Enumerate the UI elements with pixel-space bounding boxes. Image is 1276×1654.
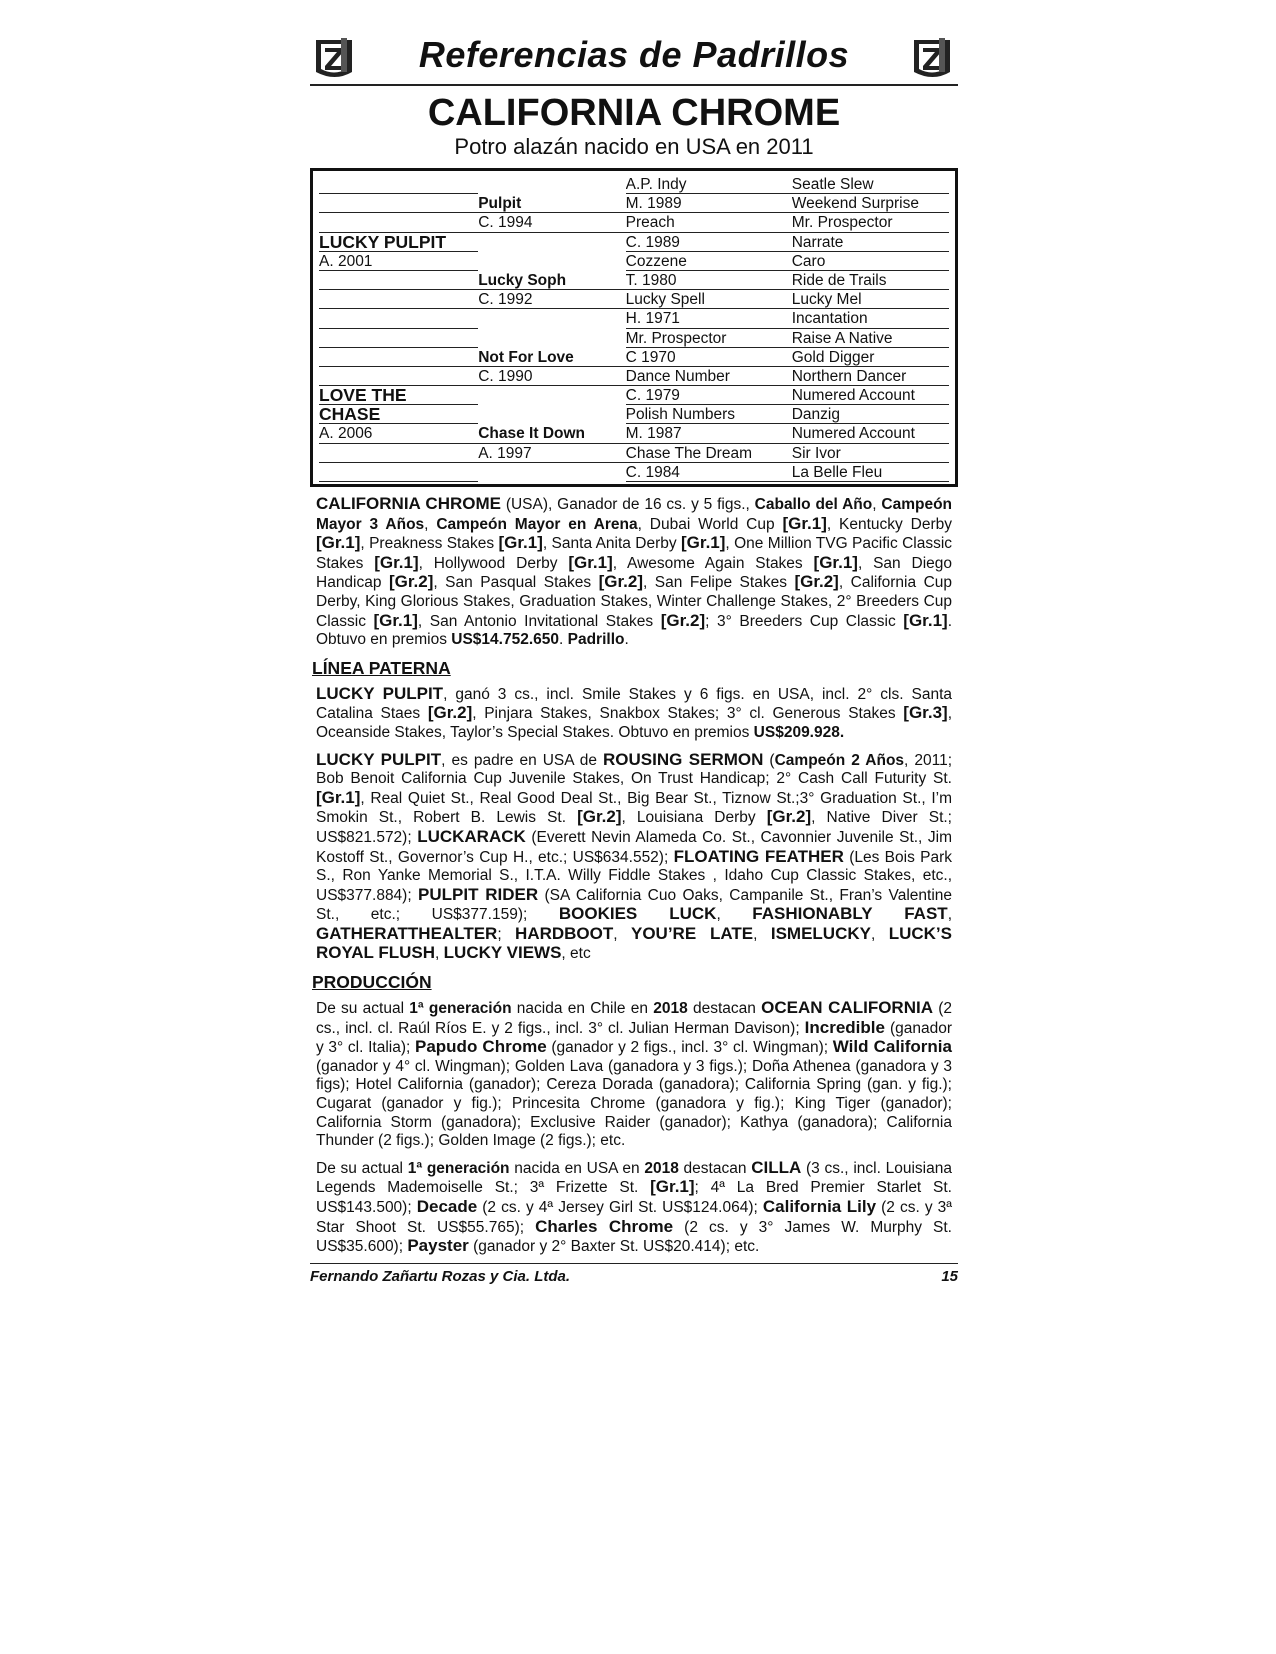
pedigree-row [319, 386, 949, 405]
pedigree-row [319, 309, 949, 328]
pedigree-cell: Seatle Slew [792, 175, 949, 194]
pedigree-cell: Pulpit [478, 194, 625, 213]
pedigree-cell: Lucky Soph [478, 271, 625, 290]
pedigree-cell: Chase The Dream [626, 444, 792, 463]
pedigree-cell: Caro [792, 252, 949, 271]
pedigree-cell: Mr. Prospector [626, 329, 792, 348]
pedigree-row [319, 367, 949, 386]
pedigree-row [319, 444, 949, 463]
pedigree-row [319, 348, 949, 367]
pedigree-cell [319, 175, 478, 194]
pedigree-cell [319, 194, 478, 213]
pedigree-cell: Not For Love [478, 348, 625, 367]
horse-name: CALIFORNIA CHROME [427, 92, 841, 134]
pedigree-cell: Narrate [792, 233, 949, 252]
pedigree-cell [319, 290, 478, 309]
pedigree-cell: Dance Number [626, 367, 792, 386]
pedigree-cell: C. 1984 [626, 463, 792, 482]
pedigree-cell: LUCKY PULPIT [319, 233, 478, 252]
pedigree-cell: M. 1989 [626, 194, 792, 213]
linea-paragraph-1: LUCKY PULPIT, ganó 3 cs., incl. Smile Stakes y 6 figs. en USA, incl. 2° cls. Santa Catalina Staes [Gr.2], Pinjara Stakes, Snakbox Stakes; 3° cl. Generous Stakes [Gr.3], Oceanside Stakes, Taylor’s Special Stakes. Obtuvo en premios US$209.928. [316, 683, 952, 741]
pedigree-cell [478, 405, 625, 424]
pedigree-cell [478, 463, 625, 482]
pedigree-cell: Numered Account [792, 386, 949, 405]
pedigree-cell: C. 1979 [626, 386, 792, 405]
pedigree-cell: Chase It Down [478, 424, 625, 443]
pedigree-cell: Danzig [792, 405, 949, 424]
pedigree-row [319, 424, 949, 443]
pedigree-cell [478, 309, 625, 328]
pedigree-cell: Lucky Spell [626, 290, 792, 309]
pedigree-cell: Northern Dancer [792, 367, 949, 386]
pedigree-cell: Preach [626, 213, 792, 232]
pedigree-cell: C. 1994 [478, 213, 625, 232]
pedigree-cell: Ride de Trails [792, 271, 949, 290]
pedigree-row [319, 175, 949, 194]
pedigree-cell [319, 367, 478, 386]
produccion-paragraph-usa: De su actual 1ª generación nacida en USA en 2018 destacan CILLA (3 cs., incl. Louisiana Legends Mademoiselle St.; 3ª Frizette St. [Gr.1]; 4ª La Bred Premier Starlet St. US$143.500); Decade (2 cs. y 4ª Jersey Girl St. US$124.064); California Lily (2 cs. y 3ª Star Shoot St. US$55.765); Charles Chrome (2 cs. y 3° James W. Murphy St. US$35.600); Payster (ganador y 2° Baxter St. US$20.414); etc. [316, 1157, 952, 1256]
pedigree-cell [478, 233, 625, 252]
logo-icon [910, 34, 956, 82]
pedigree-cell: Cozzene [626, 252, 792, 271]
pedigree-row [319, 213, 949, 232]
section-heading-produccion: PRODUCCIÓN [312, 972, 432, 993]
pedigree-cell: Gold Digger [792, 348, 949, 367]
pedigree-cell [319, 348, 478, 367]
footer-publisher: Fernando Zañartu Rozas y Cia. Ltda. [310, 1267, 571, 1285]
pedigree-cell: Numered Account [792, 424, 949, 443]
pedigree-cell [319, 329, 478, 348]
pedigree-cell [478, 175, 625, 194]
pedigree-cell: A. 2001 [319, 252, 478, 271]
pedigree-cell: M. 1987 [626, 424, 792, 443]
pedigree-row [319, 290, 949, 309]
pedigree-row [319, 194, 949, 213]
page [310, 30, 958, 1285]
pedigree-row [319, 405, 949, 424]
pedigree-cell: A.P. Indy [626, 175, 792, 194]
pedigree-cell: Polish Numbers [626, 405, 792, 424]
pedigree-cell: Weekend Surprise [792, 194, 949, 213]
horse-subtitle: Potro alazán nacido en USA en 2011 [454, 134, 814, 159]
pedigree-row [319, 271, 949, 290]
pedigree-cell: H. 1971 [626, 309, 792, 328]
linea-paragraph-2: LUCKY PULPIT, es padre en USA de ROUSING SERMON (Campeón 2 Años, 2011; Bob Benoit California Cup Juvenile Stakes, On Trust Handicap; 2° Cash Call Futurity St. [Gr.1], Real Quiet St., Real Good Deal St., Big Bear St., Tiznow St.;3° Graduation St., I’m Smokin St., Robert B. Lewis St. [Gr.2], Louisiana Derby [Gr.2], Native Diver St.; US$821.572); LUCKARACK (Everett Nevin Alameda Co. St., Cavonnier Juvenile St., Jim Kostoff St., Governor’s Cup H., etc.; US$634.552); FLOATING FEATHER (Les Bois Park S., Ron Yanke Memorial S., I.T.A. Willy Fiddle Stakes , Idaho Cup Classic Stakes, etc., US$377.884); PULPIT RIDER (SA California Cuo Oaks, Campanile St., Fran’s Valentine St., etc.; US$377.159); BOOKIES LUCK, FASHIONABLY FAST, GATHERATTHEALTER; HARDBOOT, YOU’RE LATE, ISMELUCKY, LUCK’S ROYAL FLUSH, LUCKY VIEWS, etc [316, 749, 953, 963]
pedigree-cell [319, 444, 478, 463]
pedigree-cell: Incantation [792, 309, 949, 328]
pedigree-cell: T. 1980 [626, 271, 792, 290]
pedigree-cell: A. 2006 [319, 424, 478, 443]
pedigree-cell: C. 1990 [478, 367, 625, 386]
pedigree-cell [478, 329, 625, 348]
page-number: 15 [941, 1267, 958, 1285]
page-footer [310, 1263, 958, 1285]
produccion-paragraph-chile: De su actual 1ª generación nacida en Chile en 2018 destacan OCEAN CALIFORNIA (2 cs., incl. cl. Raúl Ríos E. y 2 figs., incl. 3° cl. Julian Herman Davison); Incredible (ganador y 3° cl. Italia); Papudo Chrome (ganador y 2 figs., incl. 3° cl. Wingman); Wild California (ganador y 4° cl. Wingman); Golden Lava (ganadora y 3 figs.); Doña Athenea (ganadora y 3 figs); Hotel California (ganador); Cereza Dorada (ganadora); California Spring (gan. y fig.); Cugarat (ganador y fig.); Princesita Chrome (ganadora y fig.); King Tiger (ganador); California Storm (ganadora); Exclusive Raider (ganador); Kathya (ganadora); California Thunder (2 figs.); Golden Image (2 figs.); etc. [316, 998, 953, 1150]
pedigree-cell [319, 271, 478, 290]
pedigree-cell [478, 386, 625, 405]
pedigree-cell: C 1970 [626, 348, 792, 367]
pedigree-row [319, 329, 949, 348]
pedigree-cell [319, 213, 478, 232]
pedigree-cell [478, 252, 625, 271]
pedigree-cell: C. 1989 [626, 233, 792, 252]
pedigree-row [319, 233, 949, 252]
pedigree-cell: LOVE THE [319, 386, 478, 405]
pedigree-cell: A. 1997 [478, 444, 625, 463]
page-header [310, 30, 958, 86]
pedigree-cell: C. 1992 [478, 290, 625, 309]
pedigree-cell: Sir Ivor [792, 444, 949, 463]
pedigree-row [319, 252, 949, 271]
pedigree-table [310, 168, 958, 487]
pedigree-cell: Lucky Mel [792, 290, 949, 309]
summary-paragraph: CALIFORNIA CHROME (USA), Ganador de 16 cs. y 5 figs., Caballo del Año, Campeón Mayor 3 Años, Campeón Mayor en Arena, Dubai World Cup [Gr.1], Kentucky Derby [Gr.1], Preakness Stakes [Gr.1], Santa Anita Derby [Gr.1], One Million TVG Pacific Classic Stakes [Gr.1], Hollywood Derby [Gr.1], Awesome Again Stakes [Gr.1], San Diego Handicap [Gr.2], San Pasqual Stakes [Gr.2], San Felipe Stakes [Gr.2], California Cup Derby, King Glorious Stakes, Graduation Stakes, Winter Challenge Stakes, 2° Breeders Cup Classic [Gr.1], San Antonio Invitational Stakes [Gr.2]; 3° Breeders Cup Classic [Gr.1]. Obtuvo en premios US$14.752.650. Padrillo. [316, 494, 953, 649]
pedigree-cell [319, 463, 478, 482]
pedigree-cell: La Belle Fleu [792, 463, 949, 482]
pedigree-cell: Mr. Prospector [792, 213, 949, 232]
section-heading-linea: LÍNEA PATERNA [312, 657, 451, 678]
header-title: Referencias de Padrillos [418, 34, 850, 75]
pedigree-cell: Raise A Native [792, 329, 949, 348]
pedigree-cell: CHASE [319, 405, 478, 424]
pedigree-row [319, 463, 949, 482]
pedigree-cell [319, 309, 478, 328]
